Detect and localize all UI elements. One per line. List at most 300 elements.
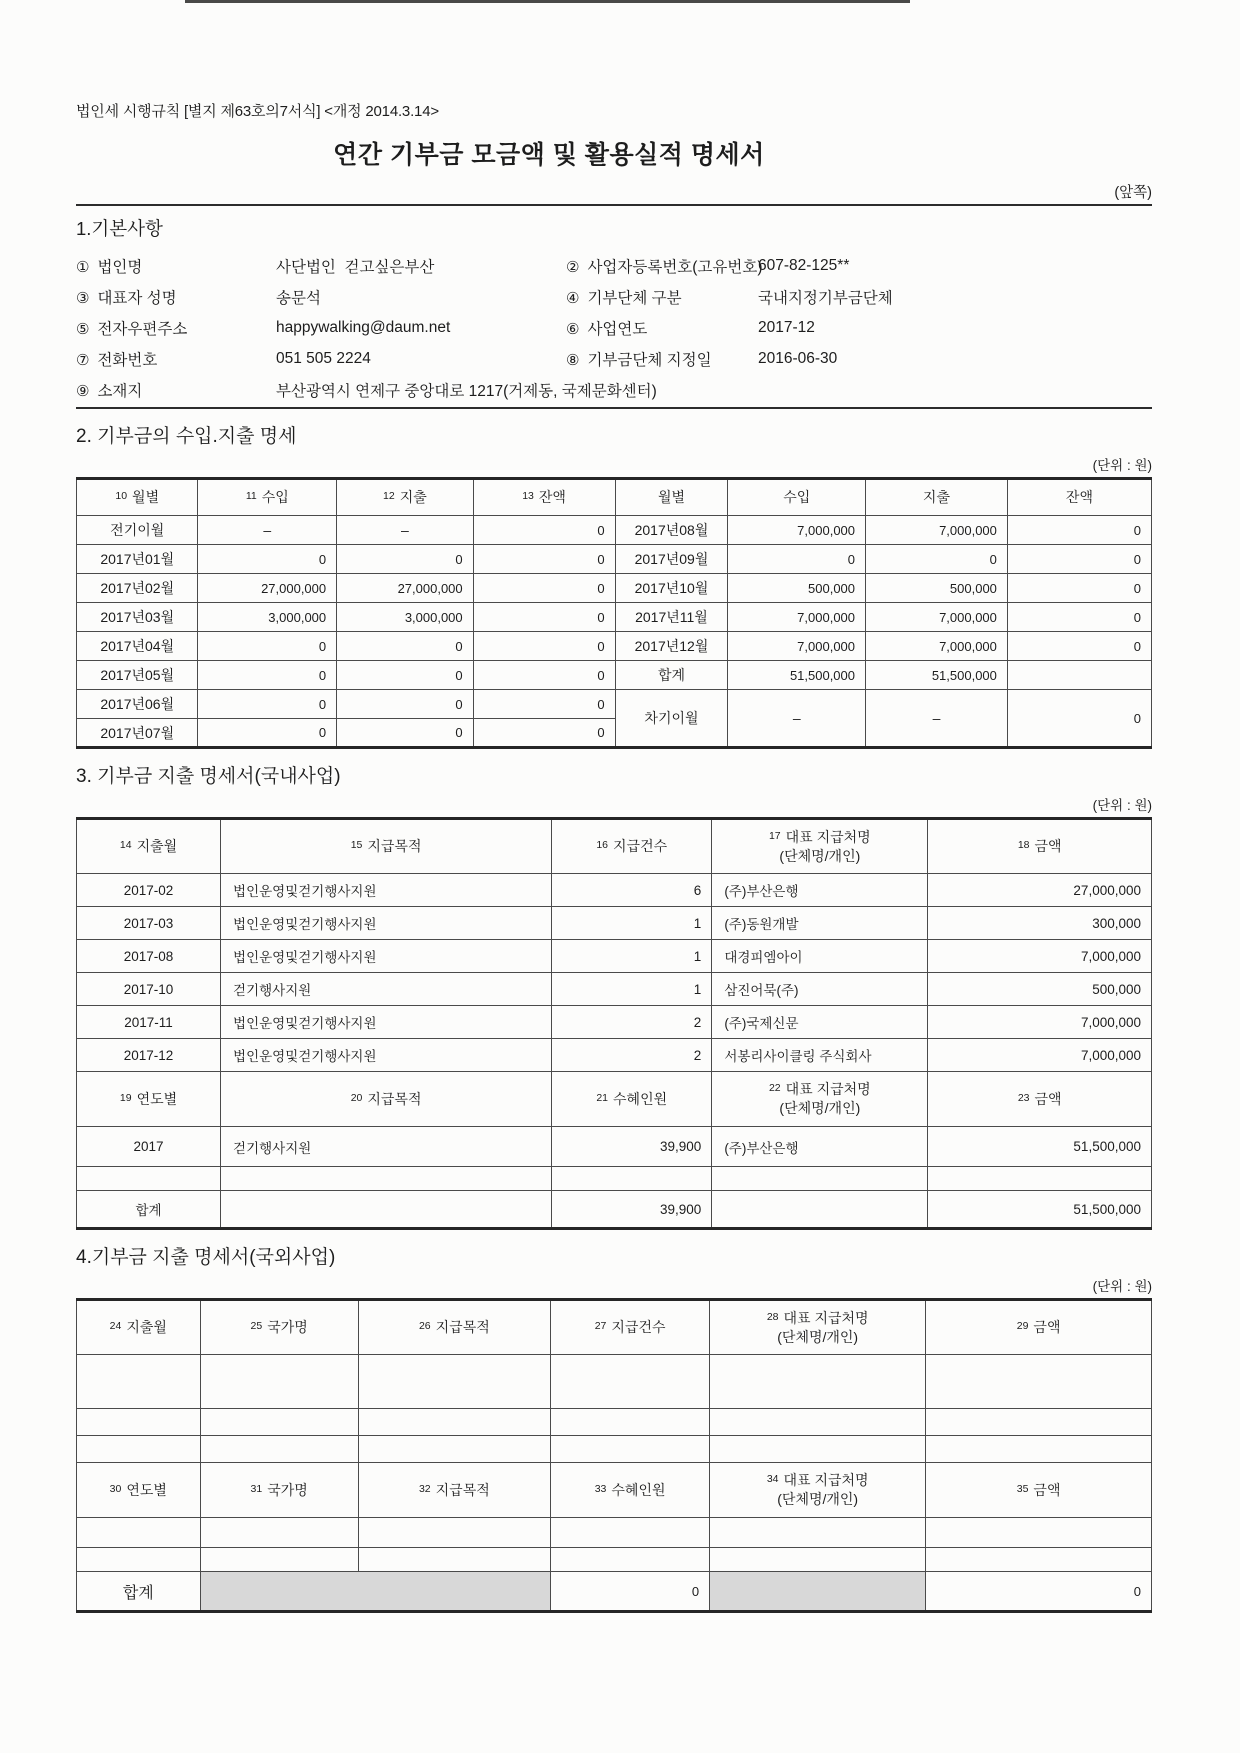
column-number: 30 [109, 1482, 122, 1495]
table-cell: 0 [1007, 603, 1151, 632]
table-cell: 0 [866, 545, 1008, 574]
column-header [928, 819, 1152, 874]
table-cell [358, 1409, 550, 1436]
table-cell [200, 1518, 358, 1548]
column-header [358, 1463, 550, 1518]
table-cell: 1 [552, 973, 712, 1006]
table-cell: 2 [552, 1006, 712, 1039]
table-cell: 2017-03 [77, 907, 221, 940]
table-cell: (주)동원개발 [712, 907, 928, 940]
column-label: 수혜인원 [611, 1481, 666, 1498]
table-cell: 0 [198, 632, 337, 661]
column-label: 지출월 [136, 838, 178, 855]
table-cell: 27,000,000 [198, 574, 337, 603]
table-cell: 법인운영및걷기행사지원 [221, 940, 552, 973]
field-label [566, 286, 758, 308]
column-label: 대표 지급처명 [785, 828, 871, 845]
table-cell: 걷기행사지원 [221, 973, 552, 1006]
table-cell: 7,000,000 [866, 632, 1008, 661]
column-label: 수입 [783, 489, 811, 506]
table-cell [926, 1548, 1152, 1572]
table-row [77, 1167, 1152, 1191]
field-number: ⑦ [76, 351, 90, 369]
table-cell: 0 [1007, 574, 1151, 603]
column-label: 대표 지급처명 [783, 1472, 869, 1489]
column-label: 월별 [132, 489, 160, 506]
column-label: 지출월 [126, 1319, 167, 1336]
table-header-row [77, 1300, 1152, 1355]
table-cell: 7,000,000 [928, 1006, 1152, 1039]
table-cell: 2017년10월 [615, 574, 728, 603]
table-cell: 1 [552, 940, 712, 973]
table-cell: 2017년03월 [77, 603, 198, 632]
column-number: 19 [119, 1091, 132, 1104]
table-cell: 0 [1007, 632, 1151, 661]
table-cell: 7,000,000 [928, 1039, 1152, 1072]
table-cell: 0 [198, 661, 337, 690]
field-label [76, 379, 276, 401]
column-label: 지급건수 [611, 1319, 666, 1336]
table-cell [710, 1548, 926, 1572]
table-cell [77, 1167, 221, 1191]
column-sublabel: (단체명/개인) [777, 1328, 859, 1345]
table-cell: 51,500,000 [928, 1191, 1152, 1229]
column-header [1007, 479, 1151, 516]
field-name: 전자우편주소 [97, 320, 188, 338]
table-cell [710, 1355, 926, 1409]
table-row [77, 1409, 1152, 1436]
column-number: 24 [109, 1320, 122, 1333]
overseas-expenditure-table [76, 1298, 1152, 1613]
column-header [473, 479, 615, 516]
table-cell: 39,900 [552, 1127, 712, 1167]
table-cell: 0 [728, 545, 866, 574]
table-cell [1007, 661, 1151, 690]
field-label [76, 348, 276, 370]
column-number: 17 [768, 829, 781, 842]
table-cell: 500,000 [866, 574, 1008, 603]
table-cell: 2017-12 [77, 1039, 221, 1072]
table-cell: 51,500,000 [866, 661, 1008, 690]
column-label: 연도별 [136, 1090, 178, 1107]
table-cell: 합계 [77, 1191, 221, 1229]
column-label: 수혜인원 [613, 1090, 668, 1107]
table-cell: 0 [198, 545, 337, 574]
field-value: 607-82-125** [758, 256, 850, 274]
column-header [710, 1463, 926, 1518]
table-cell: 2017년08월 [615, 516, 728, 545]
column-label: 잔액 [538, 489, 566, 506]
field-value: 송문석 [276, 289, 321, 307]
column-number: 26 [418, 1320, 431, 1333]
table-cell: 2017년07월 [77, 719, 198, 748]
field-name: 대표자 성명 [97, 289, 177, 307]
table-cell: 서봉리사이클링 주식회사 [712, 1039, 928, 1072]
column-label: 지출 [922, 489, 950, 506]
column-header [712, 1072, 928, 1127]
table-row [77, 690, 1152, 719]
column-header [198, 479, 337, 516]
column-header [551, 1300, 710, 1355]
table-cell: 삼진어묵(주) [712, 973, 928, 1006]
column-label: 지급목적 [435, 1481, 490, 1498]
table-cell: 법인운영및걷기행사지원 [221, 1006, 552, 1039]
income-expense-table [76, 477, 1152, 749]
table-cell [77, 1548, 201, 1572]
table-cell: 0 [337, 632, 474, 661]
column-number: 20 [350, 1091, 363, 1104]
total-label: 합계 [77, 1572, 201, 1612]
table-row [77, 603, 1152, 632]
shaded-cell [710, 1572, 926, 1612]
table-cell [200, 1355, 358, 1409]
table-header-row [77, 479, 1152, 516]
field-name: 전화번호 [97, 351, 158, 369]
column-header [358, 1300, 550, 1355]
unit-label: (단위 : 원) [1092, 458, 1152, 473]
field-value: 사단법인 걷고싶은부산 [276, 258, 435, 276]
table-cell [712, 1167, 928, 1191]
field-name: 기부금단체 지정일 [587, 351, 712, 369]
table-cell: 법인운영및걷기행사지원 [221, 1039, 552, 1072]
table-cell: 300,000 [928, 907, 1152, 940]
field-label [566, 255, 763, 277]
table-cell: 0 [1007, 690, 1151, 748]
column-number: 29 [1016, 1320, 1029, 1333]
table-cell [710, 1436, 926, 1463]
table-cell [926, 1355, 1152, 1409]
column-header [551, 1463, 710, 1518]
table-cell: 3,000,000 [198, 603, 337, 632]
table-cell: – [337, 516, 474, 545]
table-row [77, 940, 1152, 973]
table-cell: 0 [473, 719, 615, 748]
table-cell [926, 1518, 1152, 1548]
column-number: 34 [766, 1473, 779, 1486]
table-cell: 51,500,000 [928, 1127, 1152, 1167]
table-cell: 7,000,000 [728, 603, 866, 632]
column-header [221, 1072, 552, 1127]
field-label [76, 255, 276, 277]
table-cell [710, 1409, 926, 1436]
table-cell: 차기이월 [615, 690, 728, 748]
column-number: 15 [350, 839, 363, 852]
table-cell [221, 1167, 552, 1191]
table-cell: – [866, 690, 1008, 748]
table-cell: 0 [198, 719, 337, 748]
field-value: 2016-06-30 [758, 349, 838, 367]
column-number: 22 [768, 1082, 781, 1095]
table-cell: 500,000 [928, 973, 1152, 1006]
table-cell: 0 [473, 603, 615, 632]
column-header [615, 479, 728, 516]
table-cell: 0 [473, 516, 615, 545]
table-header-row [77, 1072, 1152, 1127]
column-header [552, 1072, 712, 1127]
field-number: ③ [76, 289, 90, 307]
table-cell: 0 [337, 545, 474, 574]
table-cell: 7,000,000 [728, 632, 866, 661]
table-cell [551, 1355, 710, 1409]
form-regulation-note: 법인세 시행규칙 [별지 제63호의7서식] <개정 2014.3.14> [76, 103, 439, 120]
section2-heading: 2. 기부금의 수입.지출 명세 [76, 426, 297, 447]
table-cell: 39,900 [552, 1191, 712, 1229]
column-header [77, 479, 198, 516]
column-sublabel: (단체명/개인) [779, 1100, 861, 1116]
column-label: 지급목적 [435, 1319, 490, 1336]
table-header-row [77, 819, 1152, 874]
table-cell: 2017년05월 [77, 661, 198, 690]
column-number: 33 [594, 1482, 607, 1495]
field-label [76, 286, 276, 308]
table-row [77, 545, 1152, 574]
table-cell [928, 1167, 1152, 1191]
table-row [77, 1436, 1152, 1463]
table-cell [551, 1409, 710, 1436]
table-cell: 2017-08 [77, 940, 221, 973]
total-amount: 0 [926, 1572, 1152, 1612]
column-number: 21 [596, 1091, 609, 1104]
table-cell: 0 [473, 545, 615, 574]
table-cell: – [728, 690, 866, 748]
field-value: happywalking@daum.net [276, 318, 451, 336]
table-cell: 0 [473, 574, 615, 603]
column-number: 28 [766, 1310, 779, 1323]
table-cell: 2017-11 [77, 1006, 221, 1039]
table-row [77, 907, 1152, 940]
shaded-cell [200, 1572, 550, 1612]
table-cell: 27,000,000 [928, 874, 1152, 907]
table-cell: 6 [552, 874, 712, 907]
table-cell: 500,000 [728, 574, 866, 603]
table-row [77, 632, 1152, 661]
column-number: 35 [1016, 1482, 1029, 1495]
table-row [77, 1039, 1152, 1072]
field-label [566, 317, 758, 339]
field-name: 사업자등록번호(고유번호) [587, 258, 763, 276]
table-row [77, 1006, 1152, 1039]
column-header [77, 1463, 201, 1518]
table-cell [712, 1191, 928, 1229]
table-cell [221, 1191, 552, 1229]
table-cell [200, 1409, 358, 1436]
table-cell [77, 1409, 201, 1436]
column-number: 25 [250, 1320, 263, 1333]
column-number: 32 [418, 1482, 431, 1495]
page-title: 연간 기부금 모금액 및 활용실적 명세서 [333, 141, 765, 169]
column-number: 23 [1017, 1091, 1030, 1104]
table-cell: 2017-02 [77, 874, 221, 907]
table-cell: 2017년02월 [77, 574, 198, 603]
column-label: 지급목적 [367, 1090, 422, 1107]
column-number: 11 [245, 490, 257, 503]
column-header [77, 819, 221, 874]
domestic-expenditure-table [76, 817, 1152, 1230]
table-cell [358, 1355, 550, 1409]
field-name: 사업연도 [587, 320, 648, 338]
table-cell: 전기이월 [77, 516, 198, 545]
table-row [77, 516, 1152, 545]
table-cell: – [198, 516, 337, 545]
table-cell: 27,000,000 [337, 574, 474, 603]
table-cell: (주)국제신문 [712, 1006, 928, 1039]
table-cell: 0 [337, 719, 474, 748]
table-row [77, 1127, 1152, 1167]
table-cell [551, 1436, 710, 1463]
table-row [77, 1548, 1152, 1572]
table-cell: 2017-10 [77, 973, 221, 1006]
column-header [712, 819, 928, 874]
column-number: 31 [250, 1482, 263, 1495]
field-number: ⑤ [76, 320, 90, 338]
table-cell: 0 [473, 690, 615, 719]
column-number: 27 [594, 1320, 607, 1333]
basic-info-grid [76, 250, 1152, 405]
table-cell: 0 [473, 632, 615, 661]
table-row [77, 973, 1152, 1006]
table-cell [200, 1436, 358, 1463]
table-cell: 0 [337, 661, 474, 690]
table-cell: 0 [198, 690, 337, 719]
column-number: 14 [119, 839, 132, 852]
field-number: ② [566, 258, 580, 276]
table-cell [552, 1167, 712, 1191]
column-sublabel: (단체명/개인) [779, 847, 861, 864]
column-header [552, 819, 712, 874]
table-cell: 7,000,000 [866, 516, 1008, 545]
table-cell: (주)부산은행 [712, 1127, 928, 1167]
column-label: 금액 [1033, 1481, 1061, 1498]
column-header [928, 1072, 1152, 1127]
column-label: 지급목적 [367, 838, 422, 855]
field-number: ⑧ [566, 351, 580, 369]
table-cell: 2017년01월 [77, 545, 198, 574]
table-cell: 합계 [615, 661, 728, 690]
table-cell: 2017년11월 [615, 603, 728, 632]
column-label: 금액 [1033, 1319, 1061, 1336]
column-header [337, 479, 474, 516]
column-sublabel: (단체명/개인) [777, 1491, 859, 1507]
section1-heading: 1.기본사항 [76, 218, 163, 239]
column-label: 국가명 [267, 1319, 308, 1336]
table-cell: 2017년06월 [77, 690, 198, 719]
field-number: ④ [566, 289, 580, 307]
table-cell: 법인운영및걷기행사지원 [221, 907, 552, 940]
table-cell [77, 1518, 201, 1548]
table-cell: 2017년12월 [615, 632, 728, 661]
column-header [728, 479, 866, 516]
column-label: 대표 지급처명 [785, 1081, 871, 1098]
column-label: 월별 [657, 489, 686, 506]
table-cell [710, 1518, 926, 1548]
field-value: 부산광역시 연제구 중앙대로 1217(거제동, 국제문화센터) [276, 382, 657, 400]
front-side-label: (앞쪽) [1114, 185, 1152, 201]
table-cell [358, 1436, 550, 1463]
field-number: ① [76, 258, 90, 276]
table-cell: 3,000,000 [337, 603, 474, 632]
table-row [77, 1191, 1152, 1229]
table-row [77, 1355, 1152, 1409]
table-row [77, 874, 1152, 907]
table-cell: 걷기행사지원 [221, 1127, 552, 1167]
table-cell: 0 [337, 690, 474, 719]
table-cell: 2017년04월 [77, 632, 198, 661]
column-header [200, 1463, 358, 1518]
unit-label: (단위 : 원) [1092, 1279, 1152, 1294]
table-cell: (주)부산은행 [712, 874, 928, 907]
column-number: 12 [383, 490, 395, 503]
table-cell: 0 [473, 661, 615, 690]
table-cell: 법인운영및걷기행사지원 [221, 874, 552, 907]
total-beneficiaries: 0 [551, 1572, 710, 1612]
table-cell [926, 1409, 1152, 1436]
table-cell [926, 1436, 1152, 1463]
column-header [77, 1072, 221, 1127]
table-cell [77, 1355, 201, 1409]
field-name: 기부단체 구분 [587, 289, 682, 307]
table-cell: 2017년09월 [615, 545, 728, 574]
column-header [221, 819, 552, 874]
divider [76, 204, 1152, 206]
table-cell: 7,000,000 [728, 516, 866, 545]
column-label: 수입 [261, 489, 289, 506]
column-number: 18 [1017, 839, 1030, 852]
table-cell: 2 [552, 1039, 712, 1072]
table-cell [551, 1518, 710, 1548]
field-number: ⑨ [76, 382, 90, 400]
table-cell [551, 1548, 710, 1572]
column-label: 국가명 [267, 1481, 308, 1498]
column-header [200, 1300, 358, 1355]
table-cell: 2017 [77, 1127, 221, 1167]
table-row [77, 1518, 1152, 1548]
column-label: 지급건수 [613, 838, 668, 855]
column-label: 금액 [1034, 1090, 1062, 1107]
field-value: 2017-12 [758, 318, 815, 336]
column-header [926, 1463, 1152, 1518]
field-label [76, 317, 276, 339]
column-label: 잔액 [1065, 489, 1093, 506]
table-cell: 1 [552, 907, 712, 940]
table-cell [358, 1518, 550, 1548]
column-header [710, 1300, 926, 1355]
total-row [77, 1572, 1152, 1612]
table-cell: 0 [1007, 545, 1151, 574]
column-number: 16 [596, 839, 609, 852]
table-cell [200, 1548, 358, 1572]
field-value: 051 505 2224 [276, 349, 371, 367]
table-cell [77, 1436, 201, 1463]
divider [76, 407, 1152, 409]
column-number: 13 [522, 490, 534, 503]
column-label: 금액 [1034, 838, 1062, 855]
field-value: 국내지정기부금단체 [758, 289, 893, 307]
field-label [566, 348, 758, 370]
table-row [77, 574, 1152, 603]
table-cell: 대경피엠아이 [712, 940, 928, 973]
column-label: 지출 [399, 489, 427, 506]
table-cell: 7,000,000 [928, 940, 1152, 973]
column-header [77, 1300, 201, 1355]
column-header [866, 479, 1008, 516]
table-cell: 0 [1007, 516, 1151, 545]
field-name: 소재지 [97, 382, 143, 400]
column-label: 대표 지급처명 [783, 1309, 869, 1326]
column-label: 연도별 [126, 1481, 167, 1498]
table-cell: 51,500,000 [728, 661, 866, 690]
field-name: 법인명 [97, 258, 143, 276]
table-cell [358, 1548, 550, 1572]
